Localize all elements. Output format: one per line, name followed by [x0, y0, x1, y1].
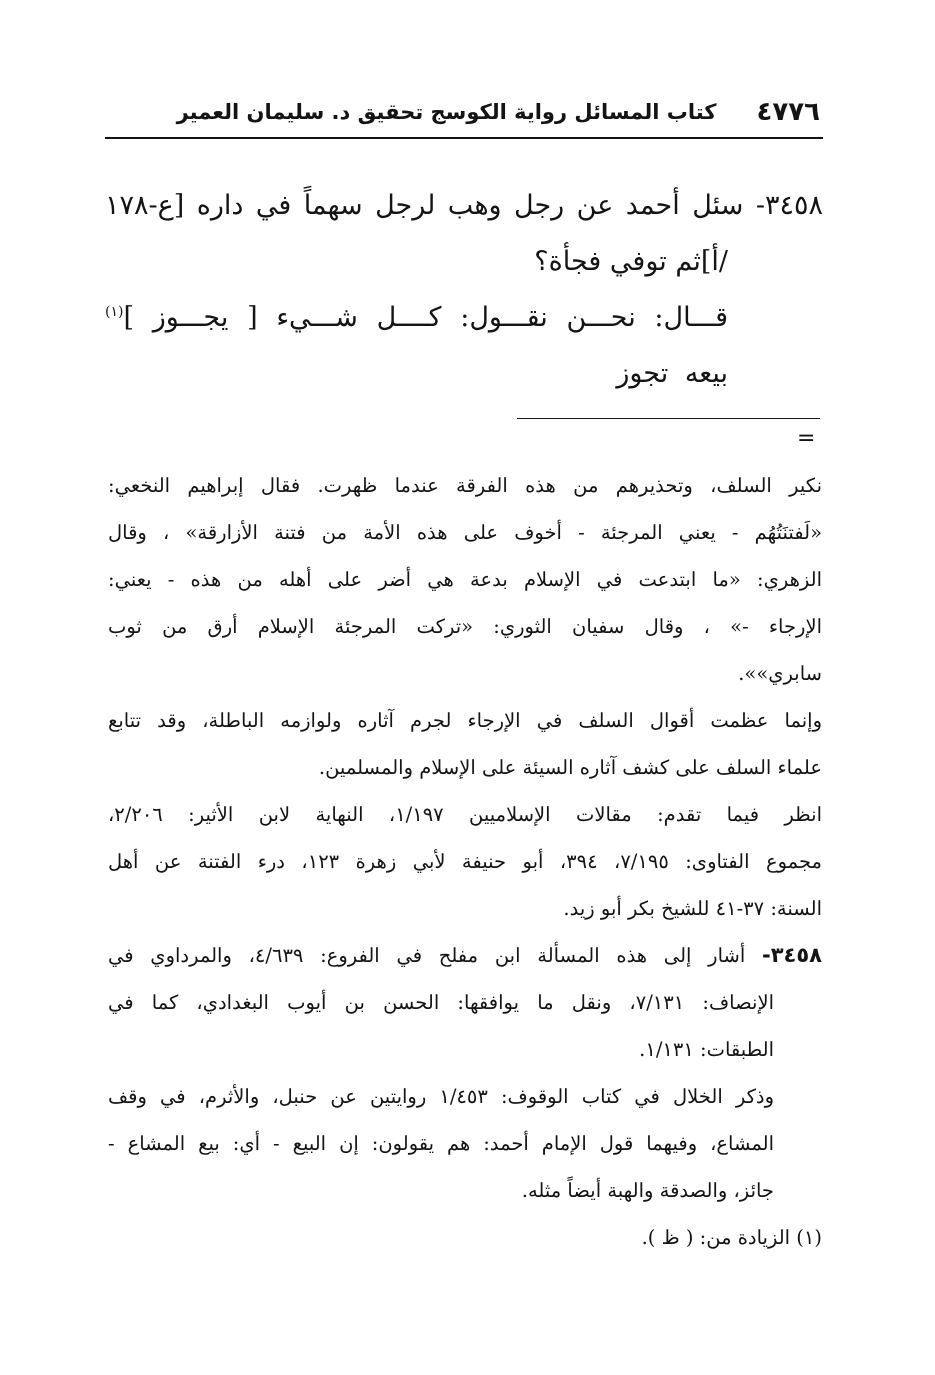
answer-line: [105, 290, 823, 402]
footnote-line: «لَفتنَتُهُم - يعني المرجئة - أخوف على هذه الأمة من فتنة الأزارقة» ، وقال: [108, 521, 822, 544]
continuation-mark: =: [797, 426, 816, 451]
footnote-line: علماء السلف على كشف آثاره السيئة على الإسلام والمسلمين.: [318, 756, 822, 779]
footnote-line: مجموع الفتاوى: ٧/١٩٥، ٣٩٤، أبو حنيفة لأبي زهرة ١٢٣، درء الفتنة عن أهل: [108, 850, 822, 873]
issue-note-text: أشار إلى هذه المسألة ابن مفلح في الفروع: ٤/٦٣٩، والمرداوي في: [108, 944, 762, 967]
question-line-2: /أ]ثم توفي فجأة؟: [534, 246, 728, 277]
question-line-1: ٣٤٥٨- سئل أحمد عن رجل وهب لرجل سهماً في داره [ع-١٧٨: [105, 190, 823, 221]
footnote-line: سابري»».: [738, 662, 822, 685]
footnote-separator: [517, 418, 820, 419]
footnote-reference: (١): [105, 304, 124, 320]
footnote-line: جائز، والصدقة والهبة أيضاً مثله.: [521, 1179, 774, 1202]
footnote-line: وذكر الخلال في كتاب الوقوف: ١/٤٥٣ روايتين عن حنبل، والأثرم، في وقف: [108, 1085, 775, 1108]
answer-suffix: بيعه تجوز: [616, 358, 728, 389]
footnote-line: المشاع، وفيهما قول الإمام أحمد: هم يقولون: إن البيع - أي: بيع المشاع -: [108, 1132, 774, 1155]
footnote-line: وإنما عظمت أقوال السلف في الإرجاء لجرم آثاره ولوازمه الباطلة، وقد تتابع: [108, 709, 822, 732]
page-header: [105, 92, 820, 132]
footnote-line: السنة: ٣٧-٤١ للشيخ بكر أبو زيد.: [563, 897, 822, 920]
issue-number-label: ٣٤٥٨-: [762, 943, 822, 967]
footnote-line: الإنصاف: ٧/١٣١، ونقل ما يوافقها: الحسن بن أيوب البغدادي، كما في: [108, 991, 774, 1014]
footnote-line: انظر فيما تقدم: مقالات الإسلاميين ١/١٩٧، النهاية لابن الأثير: ٢/٢٠٦،: [108, 803, 823, 826]
header-rule: [105, 137, 823, 139]
footnote-issue-line: [108, 932, 822, 979]
addition-footnote: (١) الزيادة من: ( ظ ).: [641, 1226, 822, 1249]
footnote-line: الطبقات: ١/١٣١.: [639, 1038, 774, 1061]
page-number: ٤٧٧٦: [756, 97, 820, 127]
footnote-line: نكير السلف، وتحذيرهم من هذه الفرقة عندما ظهرت. فقال إبراهيم النخعي:: [108, 474, 822, 497]
footnote-line: الإرجاء -» ، وقال سفيان الثوري: «تركت المرجئة الإسلام أرق من ثوب: [108, 615, 822, 638]
footnotes: [108, 462, 822, 1261]
footnote-line: الزهري: «ما ابتدعت في الإسلام بدعة هي أضر على أهله من هذه - يعني:: [108, 568, 822, 591]
running-title: كتاب المسائل رواية الكوسج تحقيق د. سليمان العمير: [176, 100, 717, 124]
main-text: [105, 178, 823, 402]
answer-prefix: قـــال: نحـــن نقـــول: كــــل شـــيء [ يجـــوز ]: [123, 302, 728, 333]
